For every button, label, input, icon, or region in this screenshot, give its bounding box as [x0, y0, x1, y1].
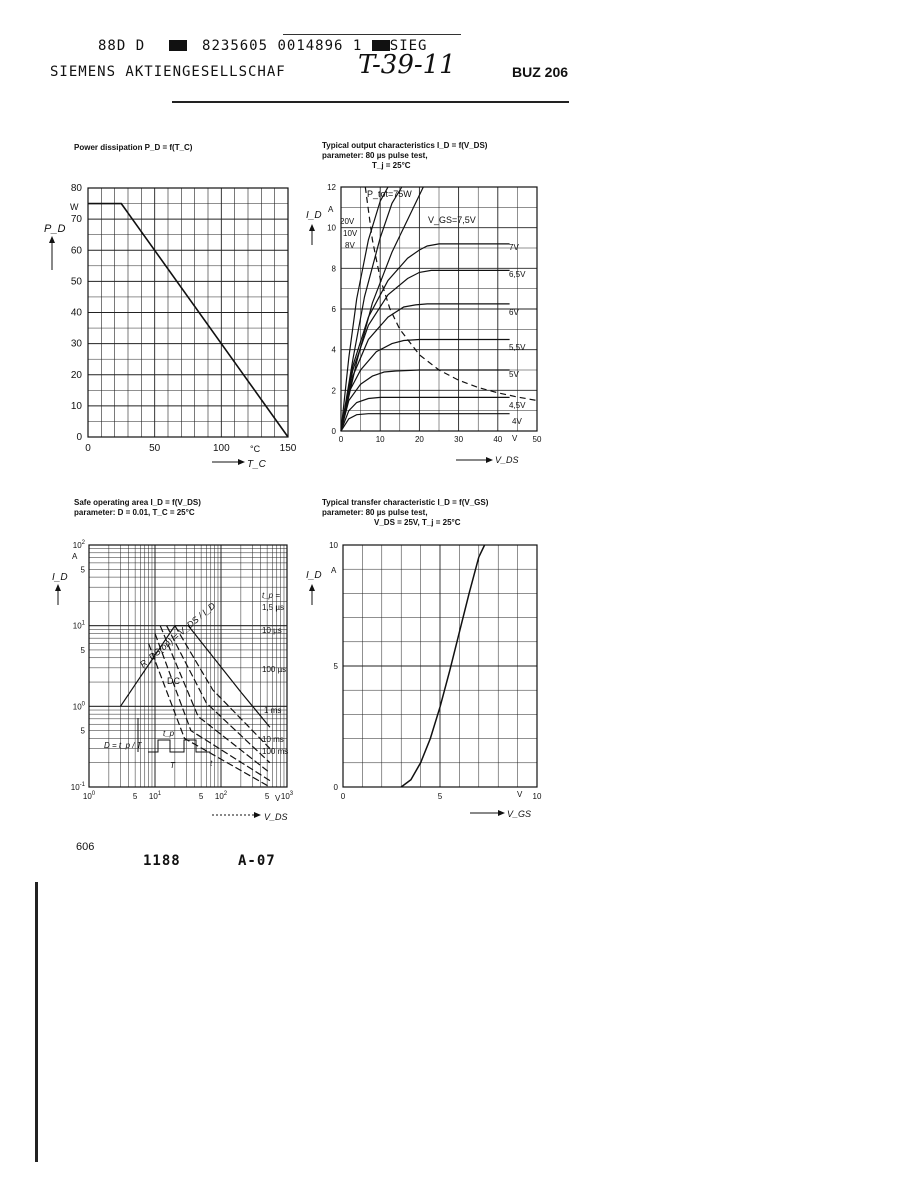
page-number: 606 [76, 841, 95, 853]
chart4-xtick-label: 10 [532, 792, 542, 801]
chart3-xtick-label: 5 [198, 792, 204, 801]
chart2-xtick-label: 30 [454, 435, 464, 444]
chart4-ytick-label: 0 [333, 783, 338, 792]
header-code-b: 8235605 0014896 1 [202, 38, 363, 54]
chart2-x-arrowhead [486, 457, 493, 463]
chart2-label-20V: 20V [340, 217, 355, 226]
chart3-x-arrowhead [254, 812, 261, 818]
chart1-xtick-label: 150 [279, 443, 297, 454]
chart2-curve-4v [341, 414, 510, 431]
chart2-ytick-label: 4 [331, 345, 336, 355]
chart3-y-arrowhead [55, 584, 61, 591]
chart4-subtitle-1: parameter: 80 µs pulse test, [322, 508, 428, 517]
chart3-label-1ms: 1 ms [264, 706, 282, 715]
chart2-ytick-label: 8 [331, 264, 336, 274]
chart4-xtick-label: 0 [340, 792, 346, 801]
chart4-subtitle-2: V_DS = 25V, T_j = 25°C [374, 518, 461, 527]
chart3-ytick-label: 5 [80, 645, 85, 655]
chart2-xunit: V [512, 434, 518, 443]
chart3-label-10us: 10 µs [262, 626, 282, 635]
chart1-title: Power dissipation P_D = f(T_C) [74, 143, 193, 152]
chart2-y-arrowhead [309, 224, 315, 231]
chart3-xtick-label: $10^2$ [214, 791, 228, 801]
chart3-pulse-t: t [210, 759, 213, 768]
chart4-xtick-label: 5 [437, 792, 443, 801]
chart3-tp-header: t_p = [262, 591, 281, 600]
chart2-ytick-label: 6 [331, 305, 336, 314]
chart1-grid [88, 188, 288, 437]
company-name: SIEMENS AKTIENGESELLSCHAF [50, 64, 286, 80]
scan-edge-mark [35, 882, 38, 1162]
chart3-curve-1-ms [160, 626, 270, 773]
footer-code-2: A-07 [238, 853, 276, 869]
chart4-yunit: A [331, 566, 337, 575]
chart2-ytick-label: 10 [327, 223, 336, 233]
chart3-ytick-label: 5 [80, 565, 85, 575]
chart4-xunit: V [517, 790, 523, 799]
chart3-ytick-label: $10^2$ [72, 540, 85, 550]
chart1-xunit: °C [250, 444, 261, 454]
chart2-yunit: A [328, 205, 334, 214]
chart2-annotation-ptot: P_tot=75W [367, 189, 412, 199]
chart1-ytick-label: 0 [76, 432, 82, 443]
chart3-pulse-tp: t_p [163, 729, 175, 738]
part-number: BUZ 206 [512, 64, 569, 80]
chart4-xlabel: V_GS [507, 809, 532, 819]
chart4-title: Typical transfer characteristic I_D = f(V_GS) [322, 498, 489, 507]
chart1-ylabel: P_D [44, 223, 66, 235]
chart1-y-arrowhead [49, 236, 55, 243]
chart3-xunit: V [275, 794, 281, 803]
chart2-label-6V: 6V [509, 308, 519, 317]
chart2-xtick-label: 50 [532, 435, 542, 444]
chart1-x-arrowhead [238, 459, 245, 465]
chart1-ytick-label: 40 [70, 307, 82, 319]
chart3-label-1-5us: 1,5 µs [262, 603, 284, 612]
chart3-pulse-T: T [170, 761, 175, 770]
chart2-label-4V: 4V [512, 417, 522, 426]
chart1-series [88, 204, 288, 437]
footer-code-1: 1188 [143, 853, 181, 869]
chart1-xtick-label: 0 [85, 443, 91, 454]
chart3-yunit: A [72, 552, 78, 561]
chart3-rds-annotation: R_DS(on) = V_DS / I_D [137, 600, 218, 670]
chart2-label-7V: 7V [509, 243, 519, 252]
chart3-ytick-label: $10^0$ [72, 701, 85, 712]
chart3-label-100ms: 100 ms [262, 747, 289, 756]
chart4-ylabel: I_D [306, 570, 322, 581]
chart2-label-10V: 10V [343, 229, 358, 238]
chart3-ylabel: I_D [52, 572, 68, 583]
chart1-xlabel: T_C [247, 459, 266, 470]
handwritten-code: T-39-11 [358, 50, 456, 80]
chart2-xtick-label: 40 [493, 435, 503, 444]
chart3-title: Safe operating area I_D = f(V_DS) [74, 498, 201, 507]
chart3-ticks [71, 540, 294, 801]
chart2-curve-5-5v [341, 340, 510, 432]
chart3-curve-100--s [167, 626, 270, 763]
chart2-xtick-label: 20 [414, 435, 424, 444]
chart1-ytick-label: 80 [70, 183, 82, 194]
chart4-x-arrowhead [498, 810, 505, 816]
chart3-curve-10--s [175, 626, 270, 749]
chart3-label-10ms: 10 ms [262, 735, 284, 744]
chart2-curve-6-5v [341, 270, 510, 431]
chart3-label-dc: DC [167, 676, 180, 686]
chart2-ytick-label: 12 [327, 183, 336, 192]
chart2-annotation-vgs: V_GS=7,5V [428, 215, 476, 225]
chart1-ticks [71, 183, 297, 454]
chart3-ytick-label: $10^1$ [72, 620, 85, 631]
chart2-title: Typical output characteristics I_D = f(V_DS) [322, 141, 488, 150]
chart3-xtick-label: $10^3$ [280, 791, 294, 801]
chart1-ytick-label: 20 [70, 369, 82, 381]
chart2-subtitle-1: parameter: 80 µs pulse test, [322, 151, 428, 160]
chart1-ytick-label: 30 [70, 338, 82, 350]
chart2-ytick-label: 2 [331, 386, 336, 396]
chart1-ytick-label: 60 [70, 245, 82, 257]
chart3-ytick-label: $10^{-1}$ [70, 782, 85, 792]
chart2-xtick-label: 0 [338, 435, 344, 444]
chart3-xtick-label: $10^1$ [148, 791, 162, 801]
chart2-label-8V: 8V [345, 241, 355, 250]
chart4-ytick-label: 5 [333, 662, 338, 671]
chart3-subtitle-1: parameter: D = 0.01, T_C = 25°C [74, 508, 195, 517]
chart2-label-5-5V: 5,5V [509, 343, 526, 352]
chart2-label-6-5V: 6,5V [509, 270, 526, 279]
chart2-xlabel: V_DS [495, 455, 519, 465]
chart2-label-4-5V: 4,5V [509, 401, 526, 410]
chart3-xlabel: V_DS [264, 812, 288, 822]
chart1-ytick-label: 50 [70, 276, 82, 288]
chart4-ytick-label: 10 [329, 541, 338, 550]
chart4-grid [343, 545, 537, 787]
chart3-curve-1-5--s [175, 626, 270, 728]
chart3-xtick-label: 5 [264, 792, 270, 801]
chart4-y-arrowhead [309, 584, 315, 591]
header-code-a: 88D D [98, 38, 146, 54]
chart2-xtick-label: 10 [375, 435, 385, 444]
chart1-yunit: W [70, 202, 79, 212]
chart3-xtick-label: $10^0$ [82, 791, 96, 801]
chart2-curve-5v [341, 370, 510, 431]
chart1-ytick-label: 10 [70, 400, 82, 412]
chart2-label-5V: 5V [509, 370, 519, 379]
chart3-ytick-label: 5 [80, 726, 85, 736]
chart3-xtick-label: 5 [132, 792, 138, 801]
chart1-xtick-label: 50 [149, 443, 161, 454]
chart3-label-100us: 100 µs [262, 665, 287, 674]
chart3-pulse-train [148, 740, 210, 752]
chart1-ytick-label: 70 [70, 214, 82, 226]
chart2-subtitle-2: T_j = 25°C [372, 161, 411, 170]
chart3-duty-annotation: D = t_p / T [104, 741, 142, 750]
chart1-pd-line [88, 204, 288, 437]
chart1-xtick-label: 100 [212, 443, 230, 454]
chart4-ticks [329, 541, 542, 801]
chart2-ylabel: I_D [306, 210, 322, 221]
chart2-ytick-label: 0 [331, 427, 336, 436]
header-code-c: SIEG [389, 38, 428, 54]
